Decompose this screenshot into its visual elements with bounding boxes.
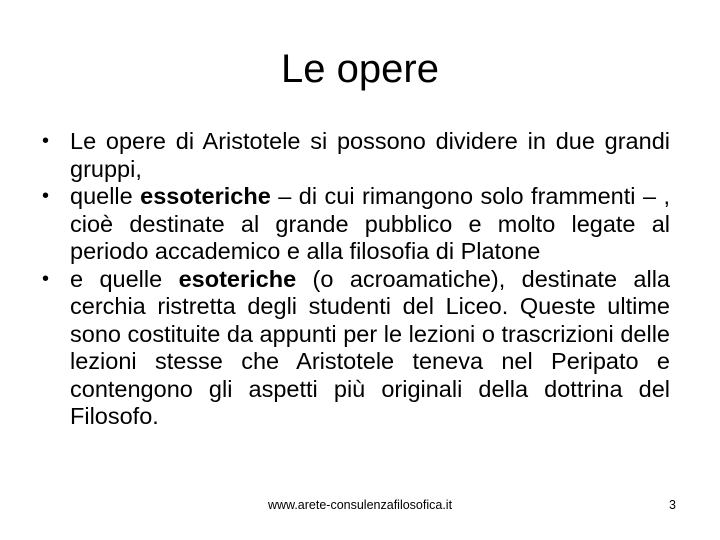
bullet-marker: • [42, 267, 50, 290]
bullet-text: quelle [70, 183, 141, 209]
bold-term: esoteriche [178, 265, 297, 292]
bullet-list [40, 128, 670, 431]
bullet-text: e quelle [70, 265, 179, 292]
bullet-text: – di cui rimangono solo frammenti – , cioè destinate al grande pubblico e molto legate al periodo accademico e alla filosofia di Platone [70, 183, 670, 264]
bullet-marker: • [42, 130, 50, 152]
bullet-text: Le opere di Aristotele si possono dividere in due grandi gruppi, [70, 128, 670, 182]
bullet-item [40, 128, 670, 183]
page-number: 3 [669, 498, 676, 512]
bullet-item [40, 266, 670, 431]
bullet-text: (o acroamatiche), destinate alla cerchia ristretta degli studenti del Liceo. Queste ultime sono costituite da appunti per le lezioni o trascrizioni delle lezioni stesse che Aristotele teneva nel Peripato e contengono gli aspetti più originali della dottrina del Filosofo. [70, 265, 670, 429]
bullet-marker: • [42, 185, 50, 207]
slide-title: Le opere [281, 47, 439, 91]
footer-url: www.arete-consulenzafilosofica.it [267, 498, 453, 512]
bullet-item [40, 183, 670, 266]
bold-term: essoteriche [140, 183, 271, 209]
